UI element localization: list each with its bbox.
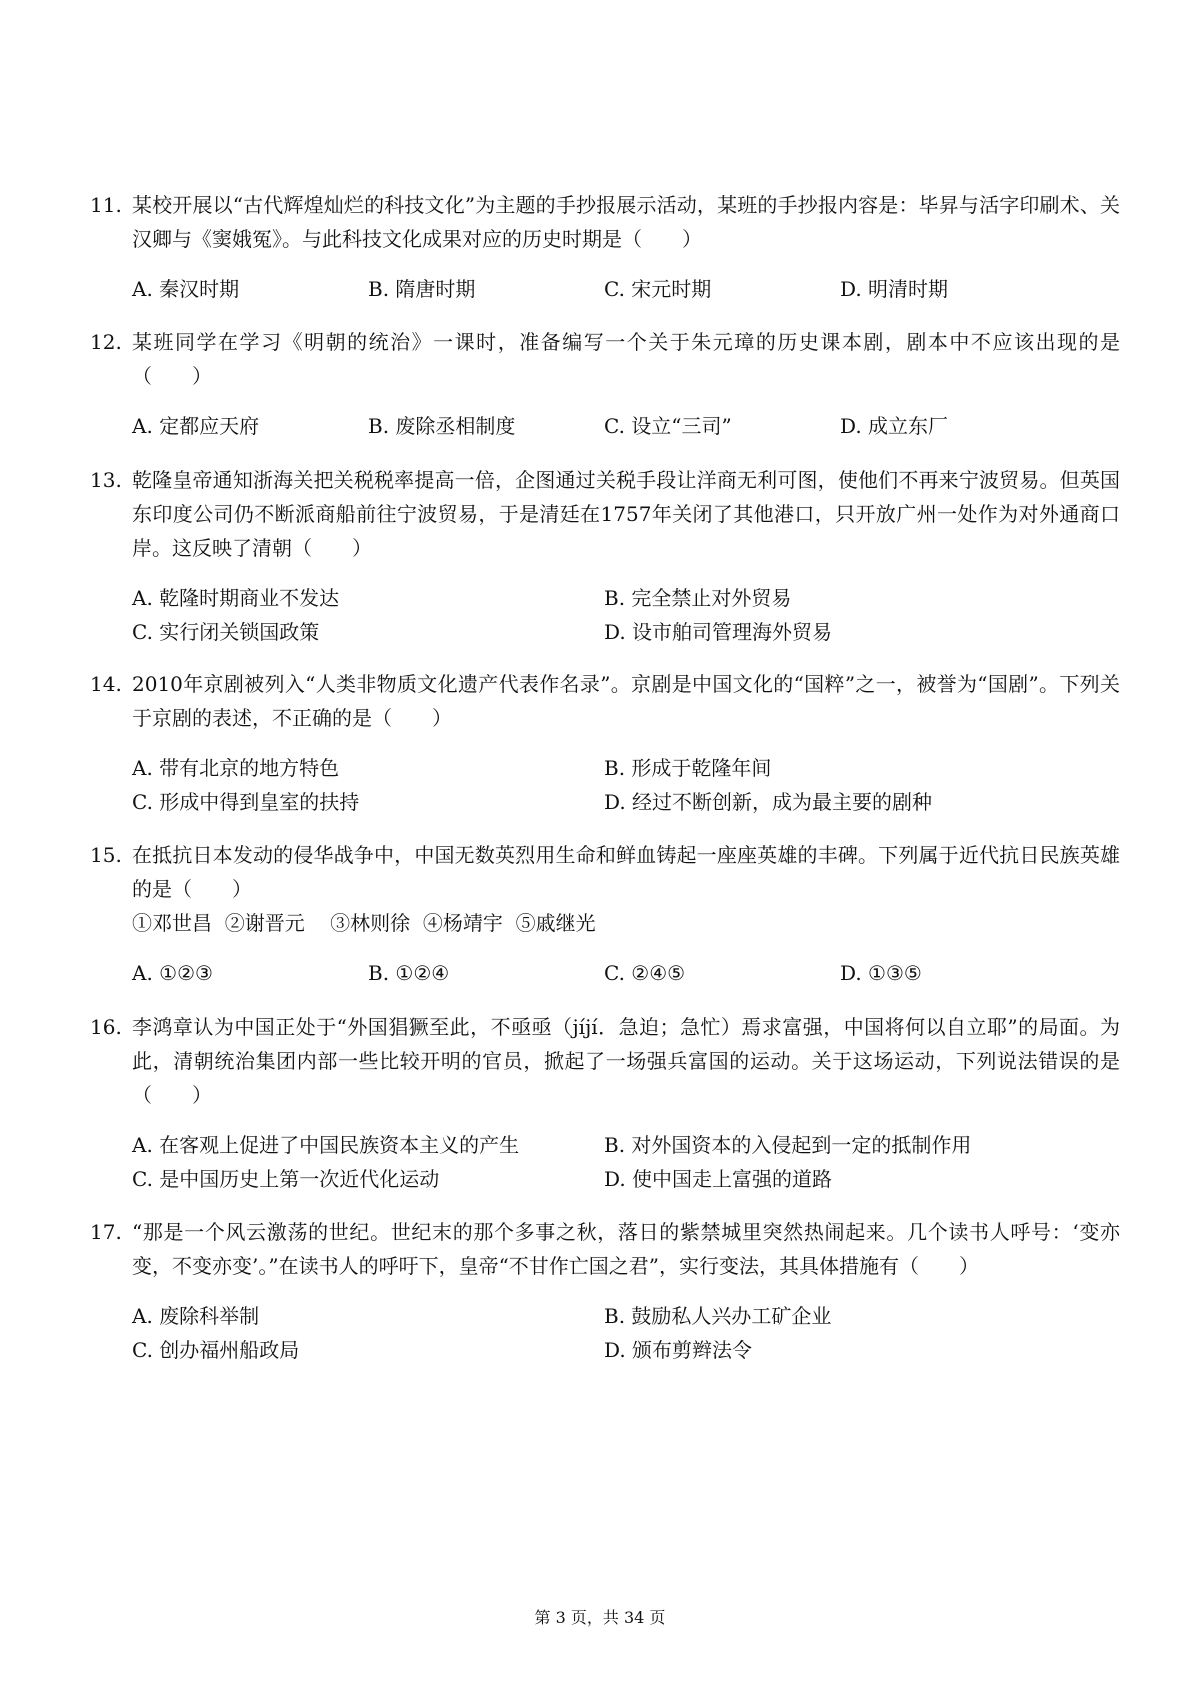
- option-d[interactable]: D. 颁布剪辫法令: [604, 1338, 753, 1362]
- options-row: [132, 785, 1120, 819]
- question-14: [90, 667, 1120, 819]
- option-a[interactable]: A. ①②③: [132, 961, 213, 985]
- option-c[interactable]: C. 宋元时期: [604, 277, 712, 301]
- question-13: [90, 463, 1120, 649]
- options-row: [132, 1128, 1120, 1162]
- question-12: [90, 325, 1120, 443]
- question-items: ①邓世昌 ②谢晋元 ③林则徐 ④杨靖宇 ⑤戚继光: [132, 911, 596, 935]
- option-c[interactable]: C. 是中国历史上第一次近代化运动: [132, 1167, 440, 1191]
- option-b[interactable]: B. 隋唐时期: [368, 277, 476, 301]
- options-row: [132, 956, 1120, 990]
- option-a[interactable]: A. 带有北京的地方特色: [132, 756, 340, 780]
- options-row: [132, 751, 1120, 785]
- question-stem: 乾隆皇帝通知浙海关把关税税率提高一倍，企图通过关税手段让洋商无利可图，使他们不再来宁波贸易。但英国东印度公司仍不断派商船前往宁波贸易，于是清廷在1757年关闭了其他港口，只开放广州一处作为对外通商口岸。这反映了清朝（ ）: [132, 468, 1120, 560]
- option-b[interactable]: B. 鼓励私人兴办工矿企业: [604, 1304, 832, 1328]
- question-number: 15.: [90, 843, 122, 867]
- option-b[interactable]: B. ①②④: [368, 961, 450, 985]
- options-row: [132, 409, 1120, 443]
- question-number: 11.: [90, 193, 122, 217]
- option-a[interactable]: A. 在客观上促进了中国民族资本主义的产生: [132, 1133, 520, 1157]
- question-number: 13.: [90, 468, 122, 492]
- page-footer: 第 3 页，共 34 页: [534, 1608, 666, 1627]
- options-row: [132, 1333, 1120, 1367]
- option-d[interactable]: D. 明清时期: [840, 277, 949, 301]
- option-d[interactable]: D. 使中国走上富强的道路: [604, 1167, 833, 1191]
- question-number: 17.: [90, 1220, 122, 1244]
- question-stem: 某校开展以“古代辉煌灿烂的科技文化”为主题的手抄报展示活动，某班的手抄报内容是：毕昇与活字印刷术、关汉卿与《窦娥冤》。与此科技文化成果对应的历史时期是（ ）: [132, 193, 1120, 251]
- options-row: [132, 615, 1120, 649]
- options-row: [132, 1162, 1120, 1196]
- option-d[interactable]: D. 成立东厂: [840, 414, 949, 438]
- question-16: [90, 1010, 1120, 1196]
- question-stem: 2010年京剧被列入“人类非物质文化遗产代表作名录”。京剧是中国文化的“国粹”之一，被誉为“国剧”。下列关于京剧的表述，不正确的是（ ）: [132, 672, 1120, 730]
- question-17: [90, 1215, 1120, 1367]
- question-number: 12.: [90, 330, 122, 354]
- options-row: [132, 581, 1120, 615]
- question-stem: 在抵抗日本发动的侵华战争中，中国无数英烈用生命和鲜血铸起一座座英雄的丰碑。下列属于近代抗日民族英雄的是（ ）: [132, 843, 1120, 901]
- options-row: [132, 1299, 1120, 1333]
- question-11: [90, 188, 1120, 306]
- option-b[interactable]: B. 完全禁止对外贸易: [604, 586, 792, 610]
- question-stem: 李鸿章认为中国正处于“外国猖獗至此，不亟亟（jíjí．急迫；急忙）焉求富强，中国将何以自立耶”的局面。为此，清朝统治集团内部一些比较开明的官员，掀起了一场强兵富国的运动。关于这场运动，下列说法错误的是（ ）: [132, 1015, 1120, 1107]
- option-c[interactable]: C. 形成中得到皇室的扶持: [132, 790, 360, 814]
- option-c[interactable]: C. 设立“三司”: [604, 414, 732, 438]
- option-c[interactable]: C. 实行闭关锁国政策: [132, 620, 320, 644]
- option-d[interactable]: D. 设市舶司管理海外贸易: [604, 620, 833, 644]
- question-stem: 某班同学在学习《明朝的统治》一课时，准备编写一个关于朱元璋的历史课本剧，剧本中不应该出现的是（ ）: [132, 330, 1120, 388]
- options-row: [132, 272, 1120, 306]
- option-b[interactable]: B. 形成于乾隆年间: [604, 756, 772, 780]
- option-c[interactable]: C. ②④⑤: [604, 961, 686, 985]
- option-b[interactable]: B. 对外国资本的入侵起到一定的抵制作用: [604, 1133, 972, 1157]
- question-stem: “那是一个风云激荡的世纪。世纪末的那个多事之秋，落日的紫禁城里突然热闹起来。几个读书人呼号：‘变亦变，不变亦变’。”在读书人的呼吁下，皇帝“不甘作亡国之君”，实行变法，其具体措施有（ ）: [132, 1220, 1120, 1278]
- option-a[interactable]: A. 秦汉时期: [132, 277, 240, 301]
- question-number: 16.: [90, 1015, 122, 1039]
- question-number: 14.: [90, 672, 122, 696]
- option-c[interactable]: C. 创办福州船政局: [132, 1338, 300, 1362]
- option-d[interactable]: D. 经过不断创新，成为最主要的剧种: [604, 790, 933, 814]
- option-b[interactable]: B. 废除丞相制度: [368, 414, 516, 438]
- option-a[interactable]: A. 乾隆时期商业不发达: [132, 586, 340, 610]
- option-d[interactable]: D. ①③⑤: [840, 961, 922, 985]
- option-a[interactable]: A. 废除科举制: [132, 1304, 260, 1328]
- option-a[interactable]: A. 定都应天府: [132, 414, 260, 438]
- question-15: [90, 838, 1120, 990]
